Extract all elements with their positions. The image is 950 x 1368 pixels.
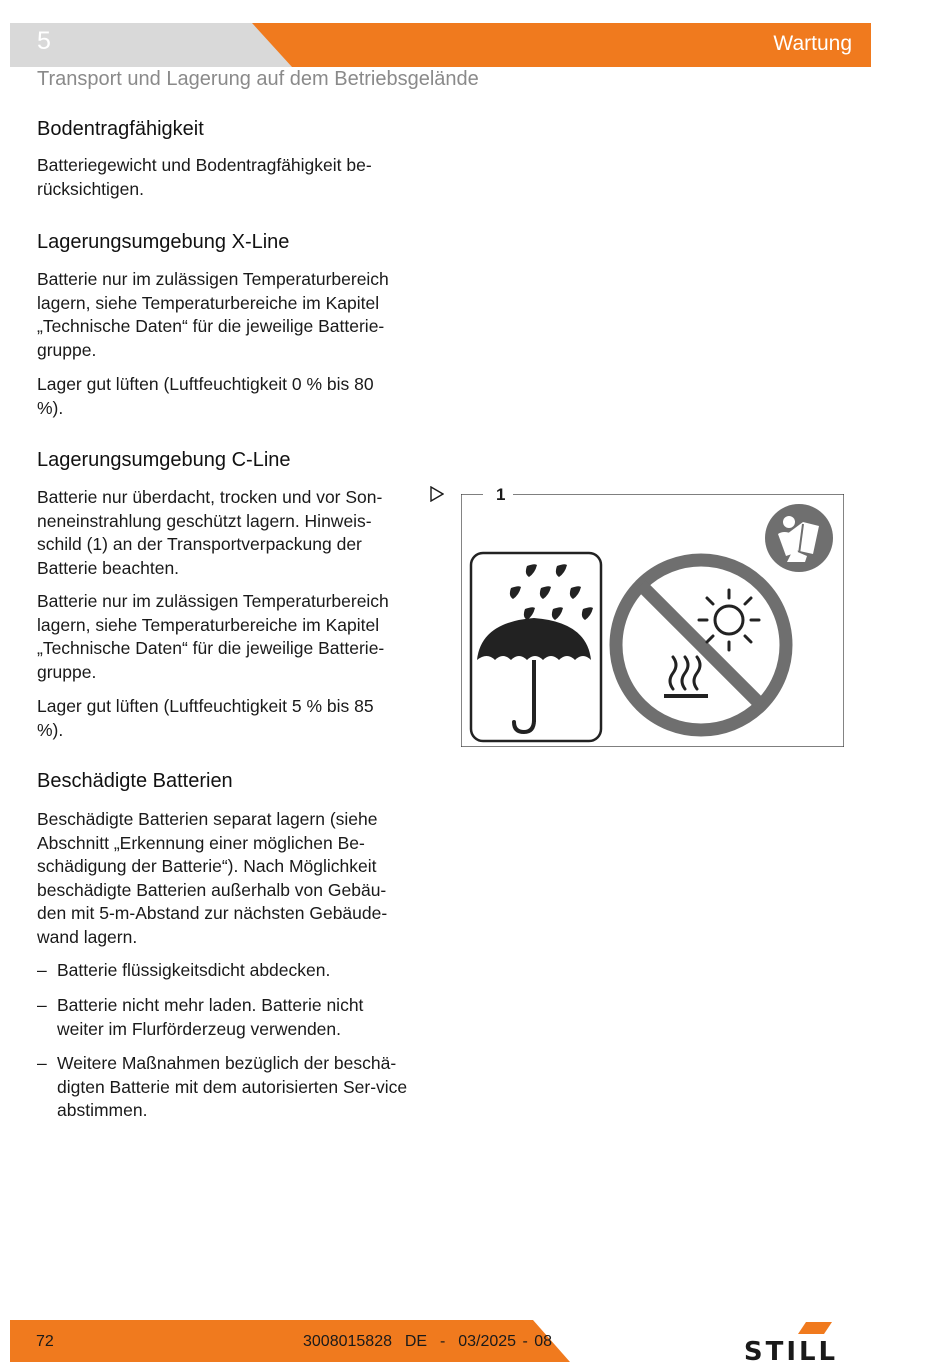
paragraph: Batterie nur im zulässigen Temperaturbereich lagern, siehe Temperaturbereiche im Kapitel „Technische Daten“ für die jeweilige Batterie-gruppe.	[37, 269, 389, 360]
storage-warning-figure	[461, 494, 844, 747]
chapter-title: Wartung	[773, 32, 852, 55]
paragraph: Lager gut lüften (Luftfeuchtigkeit 5 % bis 85 %).	[37, 696, 374, 740]
umbrella-rain-icon	[471, 553, 601, 741]
paragraph: Batteriegewicht und Bodentragfähigkeit be- rücksichtigen.	[37, 155, 372, 199]
section-title: Transport und Lagerung auf dem Betriebsgelände	[37, 68, 479, 90]
svg-text:STILL: STILL	[743, 1337, 839, 1364]
paragraph: Batterie nur überdacht, trocken und vor Son-neneinstrahlung geschützt lagern. Hinweis-schild (1) an der Transportverpackung der Batterie beachten.	[37, 487, 383, 578]
figure-pointer-icon	[430, 486, 444, 502]
heading-c-line: Lagerungsumgebung C-Line	[37, 449, 291, 471]
heading-x-line: Lagerungsumgebung X-Line	[37, 231, 290, 253]
chapter-number: 5	[37, 27, 51, 55]
paragraph: Beschädigte Batterien separat lagern (siehe Abschnitt „Erkennung einer möglichen Be-schädigung der Batterie“). Nach Möglichkeit beschädigte Batterien außerhalb von Gebäu-den mit 5-m-Abstand zur nächsten Gebäude-wand lagern.	[37, 809, 388, 947]
still-logo	[712, 1322, 870, 1364]
figure-label: 1	[496, 485, 506, 504]
page-number: 72	[36, 1333, 54, 1350]
paragraph: Batterie nur im zulässigen Temperaturbereich lagern, siehe Temperaturbereiche im Kapitel „Technische Daten“ für die jeweilige Batterie-gruppe.	[37, 591, 389, 682]
heading-bodentragfaehigkeit: Bodentragfähigkeit	[37, 118, 204, 140]
no-sun-heat-icon	[616, 560, 786, 730]
heading-beschaedigte-batterien: Beschädigte Batterien	[37, 770, 233, 792]
paragraph: Lager gut lüften (Luftfeuchtigkeit 0 % bis 80 %).	[37, 374, 374, 418]
document-code: 3008015828 DE - 03/2025 - 08	[303, 1333, 553, 1350]
read-manual-icon	[765, 504, 833, 572]
